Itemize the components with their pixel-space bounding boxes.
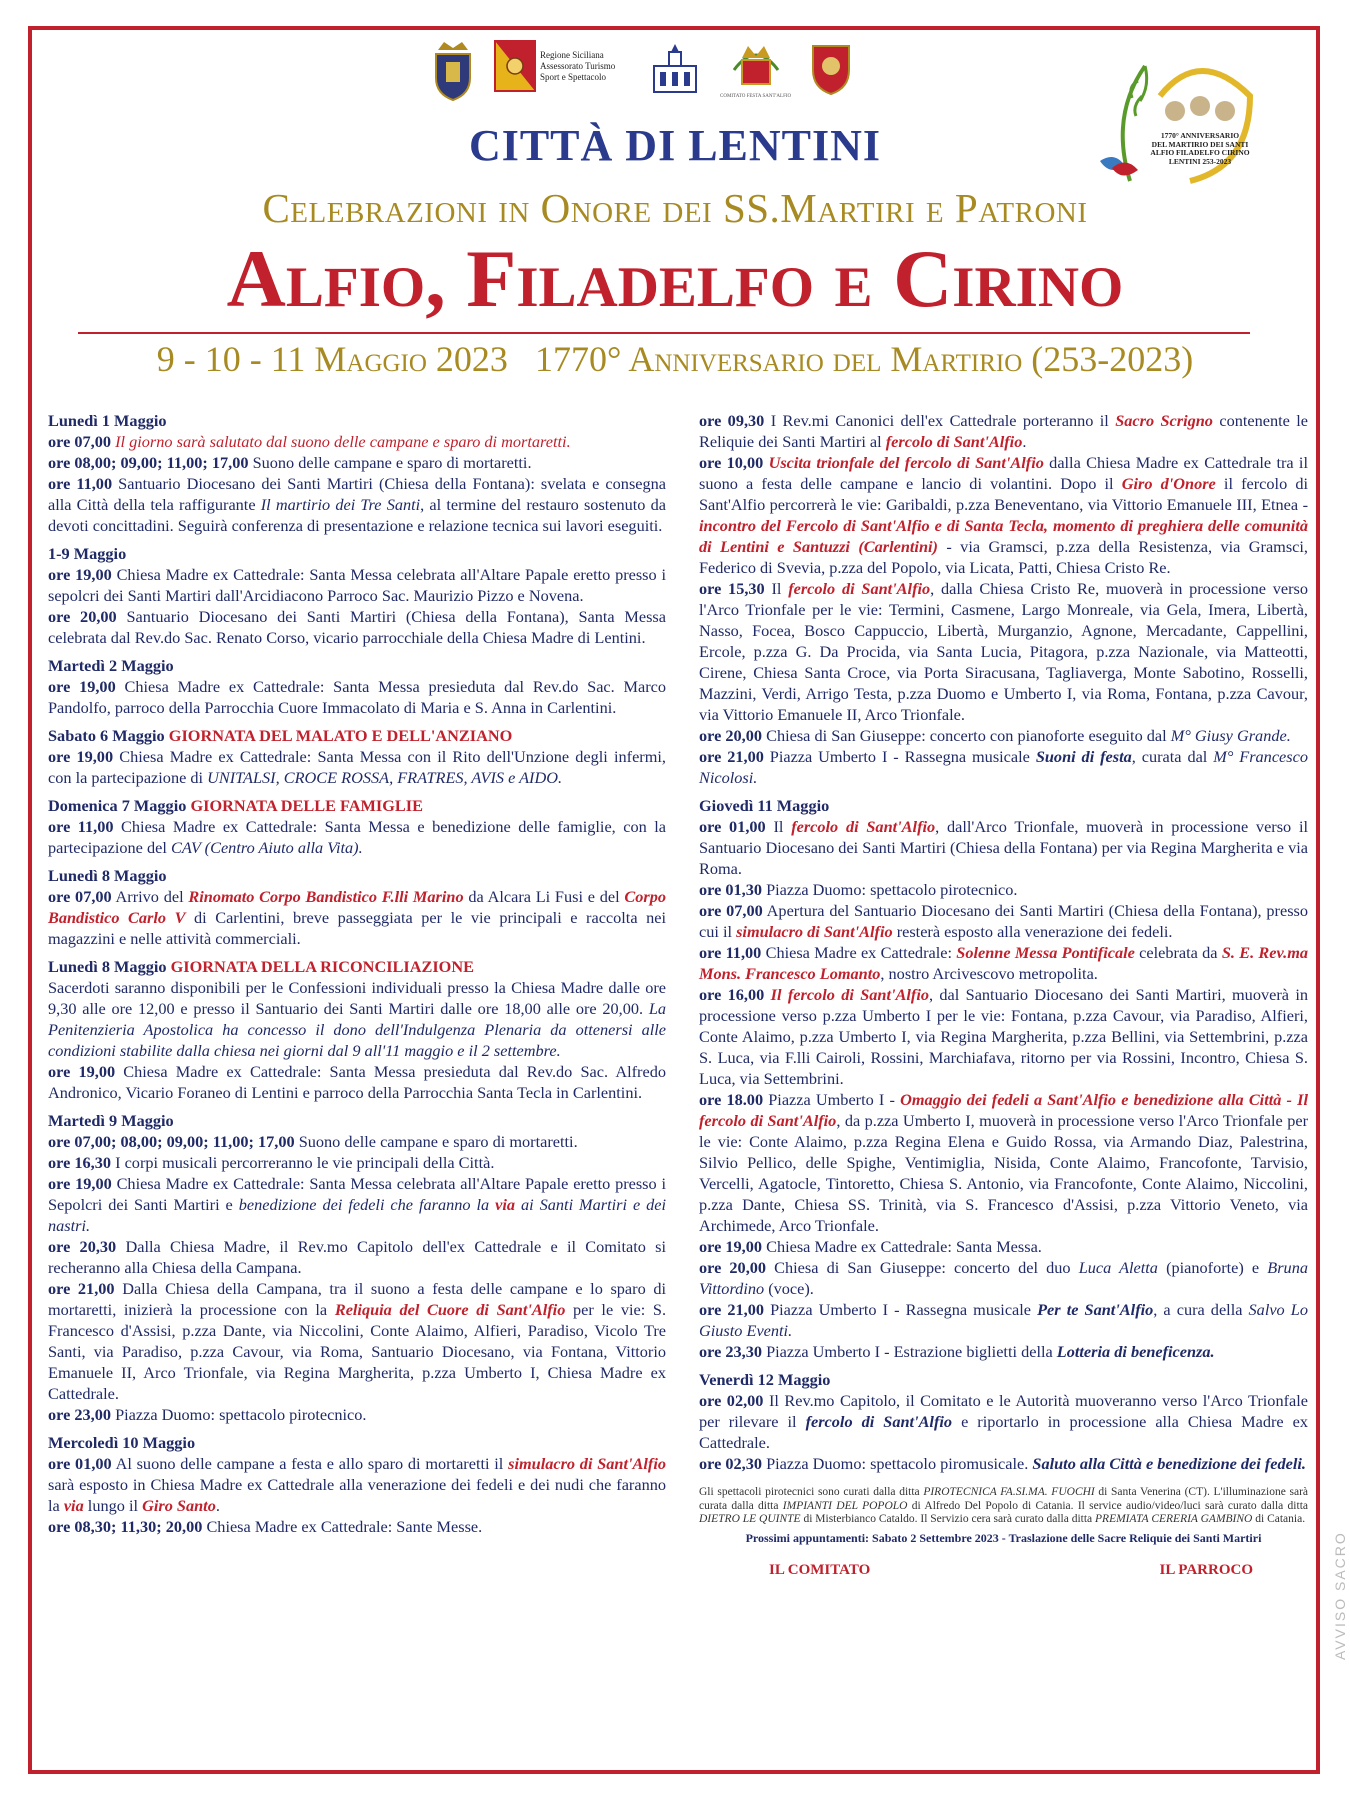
- badge-line-4: LENTINI 253-2023: [1168, 156, 1232, 166]
- event: ore 23,00 Piazza Duomo: spettacolo pirotecnico.: [48, 1405, 367, 1424]
- day-heading: Mercoledì 10 Maggio: [48, 1433, 196, 1452]
- header-rule: [78, 332, 1250, 334]
- badge-line-2: DEL MARTIRIO DEI SANTI: [1151, 139, 1249, 149]
- event: ore 23,30 Piazza Umberto I - Estrazione biglietti della Lotteria di beneficenza.: [699, 1342, 1215, 1361]
- day-heading: Sabato 6 Maggio GIORNATA DEL MALATO E DELL'ANZIANO: [48, 726, 513, 745]
- day-heading: 1-9 Maggio: [48, 544, 127, 563]
- event: ore 15,30 Il fercolo di Sant'Alfio, dalla Chiesa Cristo Re, muoverà in processione verso l'Arco Trionfale per le vie: Termini, Casmene, Largo Monreale, via Gela, Imera, Libertà, Nasso, Focea, Bosco Cappuccio, Libertà, Murganzio, Agnone, Mercadante, Cappellini, Ercole, p.zza G. Da Procida, via Santa Lucia, Pitagora, p.zza Nazionale, via Matteotti, Cirene, Chiesa Santa Croce, via Porta Siracusana, Tagliaverga, Monte Sabotino, Rosselli, Mazzini, Verdi, Arrigo Testa, p.zza Duomo e Umberto I, via Roma, Fontana, p.zza Cavour, via Vittorio Emanuele II, Arco Trionfale.: [699, 579, 1308, 724]
- event: Sacerdoti saranno disponibili per le Confessioni individuali presso la Chiesa Madre dalle ore 9,30 alle ore 12,00 e presso il Santuario dei Santi Martiri dalle ore 18,00 alle ore 20,00. La Penitenzieria Apostolica ha concesso il dono dell'Indulgenza Plenaria da ottenersi alle condizioni stabilite dalla chiesa nei giorni dal 9 all'11 maggio e il 2 settembre.: [48, 978, 667, 1060]
- event: ore 21,00 Piazza Umberto I - Rassegna musicale Per te Sant'Alfio, a cura della Salvo Lo Giusto Eventi.: [699, 1300, 1308, 1340]
- event: ore 01,00 Al suono delle campane a festa e allo sparo di mortaretti il simulacro di Sant'Alfio sarà esposto in Chiesa Madre ex Cattedrale alla venerazione dei fedeli e dei nudi che faranno la via lungo il Giro Santo.: [48, 1454, 666, 1515]
- event: ore 08,00; 09,00; 11,00; 17,00 Suono delle campane e sparo di mortaretti.: [48, 453, 532, 472]
- committee-caption: COMITATO FESTA SANT'ALFIO: [720, 94, 792, 99]
- event: ore 19,00 Chiesa Madre ex Cattedrale: Santa Messa.: [699, 1237, 1042, 1256]
- badge-line-3: ALFIO FILADELFO CIRINO: [1150, 148, 1250, 157]
- festival-dates: 9 - 10 - 11 Maggio 2023: [156, 339, 508, 379]
- event: ore 18.00 Piazza Umberto I - Omaggio dei fedeli a Sant'Alfio e benedizione alla Città - Il fercolo di Sant'Alfio, da p.zza Umberto I, muoverà in processione verso l'Arco Trionfale per le vie: Conte Alaimo, p.zza Regina Elena e Guido Rossa, via Armando Diaz, Palestrina, Silvio Pellico, delle Spighe, Ventimiglia, Nisida, Conte Alaimo, Francofonte, Tarvisio, Vercelli, Agatocle, Tintoretto, Chiesa S. Antonio, via Francofonte, Conte Alaimo, Niccolini, p.zza Dante, Chiesa SS. Trinità, via S. Francesco d'Assisi, p.zza Vittorio Veneto, via Archimede, Arco Trionfale.: [699, 1090, 1308, 1235]
- day-heading: Martedì 9 Maggio: [48, 1111, 174, 1130]
- event: ore 02,00 Il Rev.mo Capitolo, il Comitato e le Autorità muoveranno verso l'Arco Trionfale per rilevare il fercolo di Sant'Alfio e riportarlo in processione alla Chiesa Madre ex Cattedrale.: [699, 1391, 1309, 1452]
- event: ore 01,30 Piazza Duomo: spettacolo pirotecnico.: [699, 880, 1018, 899]
- event: ore 02,30 Piazza Duomo: spettacolo piromusicale. Saluto alla Città e benedizione dei fedeli.: [699, 1454, 1307, 1473]
- badge-line-1: 1770° ANNIVERSARIO: [1160, 131, 1240, 140]
- event: ore 19,00 Chiesa Madre ex Cattedrale: Santa Messa presieduta dal Rev.do Sac. Marco Pandolfo, parroco della Parrocchia Cuore Immacolato di Maria e S. Anna in Carlentini.: [48, 677, 666, 717]
- next-appointments: Prossimi appuntamenti: Sabato 2 Settembre 2023 - Traslazione delle Sacre Reliquie dei Santi Martiri: [745, 1530, 1262, 1545]
- cathedral-logo: [648, 40, 702, 96]
- event: ore 20,00 Santuario Diocesano dei Santi Martiri (Chiesa della Fontana), Santa Messa celebrata dal Rev.do Sac. Renato Corso, vicario parrocchiale della Chiesa Madre di Lentini.: [48, 607, 666, 647]
- credits-footnote: Gli spettacoli pirotecnici sono curati dalla ditta PIROTECNICA FA.SI.MA. FUOCHI di Santa Venerina (CT). L'illuminazione sarà curata dalla ditta IMPIANTI DEL POPOLO di Alfredo Del Popolo di Catania. Il service audio/video/luci sarà curato dalla ditta DIETRO LE QUINTE di Misterbianco Cataldo. Il Servizio cera sarà curato dalla ditta PREMIATA CERERIA GAMBINO di Catania.: [699, 1486, 1308, 1525]
- event: ore 07,00 Arrivo del Rinomato Corpo Bandistico F.lli Marino da Alcara Li Fusi e del Corpo Bandistico Carlo V di Carlentini, breve passeggiata per le vie principali e raccolta nei magazzini e nelle attività commerciali.: [48, 887, 667, 948]
- event: ore 10,00 Uscita trionfale del fercolo di Sant'Alfio dalla Chiesa Madre ex Cattedrale tra il suono a festa delle campane e lancio di volantini. Dopo il Giro d'Onore il fercolo di Sant'Alfio percorrerà le vie: Garibaldi, p.zza Beneventano, via Vittorio Emanuele III, Etnea - incontro del Fercolo di Sant'Alfio e di Santa Tecla, momento di preghiera delle comunità di Lentini e Santuzzi (Carlentini) - via Gramsci, p.zza della Resistenza, via Gramsci, Federico di Svevia, p.zza del Popolo, via Licata, Patti, Chiesa Cristo Re.: [699, 453, 1309, 577]
- event: ore 16,30 I corpi musicali percorreranno le vie principali della Città.: [48, 1153, 495, 1172]
- signature-parish-priest: IL PARROCO: [1159, 1561, 1253, 1578]
- day-heading: Domenica 7 Maggio GIORNATA DELLE FAMIGLIE: [48, 796, 423, 815]
- region-line-3: Sport e Spettacolo: [540, 71, 606, 82]
- region-line-1: Regione Siciliana: [540, 49, 604, 60]
- day-heading: Lunedì 8 Maggio: [48, 866, 167, 885]
- region-line-2: Assessorato Turismo: [540, 60, 616, 71]
- anniversary-line: 1770° Anniversario del Martirio (253-2023): [534, 339, 1194, 379]
- event: ore 07,00 Il giorno sarà salutato dal suono delle campane e sparo di mortaretti.: [48, 432, 571, 451]
- day-heading: Lunedì 1 Maggio: [48, 411, 167, 430]
- day-heading: Lunedì 8 Maggio GIORNATA DELLA RICONCILIAZIONE: [48, 957, 474, 976]
- event: ore 01,00 Il fercolo di Sant'Alfio, dall'Arco Trionfale, muoverà in processione verso il Santuario Diocesano dei Santi Martiri (Chiesa della Fontana) per via Regina Margherita e via Roma.: [699, 817, 1308, 878]
- event: ore 07,00 Apertura del Santuario Diocesano dei Santi Martiri (Chiesa della Fontana), presso cui il simulacro di Sant'Alfio resterà esposto alla venerazione dei fedeli.: [699, 901, 1309, 941]
- program-right-column: [699, 410, 1308, 1581]
- event: ore 20,00 Chiesa di San Giuseppe: concerto del duo Luca Aletta (pianoforte) e Bruna Vittordino (voce).: [699, 1258, 1308, 1298]
- confraternity-logo: [809, 40, 853, 96]
- event: ore 11,00 Santuario Diocesano dei Santi Martiri (Chiesa della Fontana): svelata e consegna alla Città della tela raffigurante Il martirio dei Tre Santi, al termine del restauro sostenuto da devoti concittadini. Seguirà conferenza di presentazione e relazione tecnica sui lavori eseguiti.: [48, 474, 667, 535]
- lentini-coat-of-arms: [430, 40, 476, 102]
- program-left-column: [48, 410, 666, 1537]
- watermark: AVVISO SACRO: [1332, 1531, 1348, 1660]
- dates-line: [0, 338, 1350, 380]
- event: ore 20,00 Chiesa di San Giuseppe: concerto con pianoforte eseguito dal M° Giusy Grande.: [699, 726, 1291, 745]
- event: ore 11,00 Chiesa Madre ex Cattedrale: Solenne Messa Pontificale celebrata da S. E. Rev.ma Mons. Francesco Lomanto, nostro Arcivescovo metropolita.: [699, 943, 1309, 983]
- event: ore 19,00 Chiesa Madre ex Cattedrale: Santa Messa presieduta dal Rev.do Sac. Alfredo Andronico, Vicario Foraneo di Lentini e parroco della Parrocchia Santa Tecla in Carlentini.: [48, 1062, 666, 1102]
- event: ore 21,00 Piazza Umberto I - Rassegna musicale Suoni di festa, curata dal M° Francesco Nicolosi.: [699, 747, 1308, 787]
- day-heading: Giovedì 11 Maggio: [699, 796, 830, 815]
- regione-siciliana-logo: [494, 40, 630, 92]
- celebration-subtitle: Celebrazioni in Onore dei SS.Martiri e Patroni: [262, 185, 1088, 231]
- day-heading: Venerdì 12 Maggio: [699, 1370, 831, 1389]
- day-heading: Martedì 2 Maggio: [48, 656, 174, 675]
- event: ore 11,00 Chiesa Madre ex Cattedrale: Santa Messa e benedizione delle famiglie, con la partecipazione del CAV (Centro Aiuto alla Vita).: [48, 817, 666, 857]
- event: ore 19,00 Chiesa Madre ex Cattedrale: Santa Messa celebrata all'Altare Papale eretto presso i Sepolcri dei Santi Martiri e benedizione dei fedeli che faranno la via ai Santi Martiri e dei nastri.: [48, 1174, 667, 1235]
- signature-committee: IL COMITATO: [769, 1561, 871, 1578]
- event: ore 16,00 Il fercolo di Sant'Alfio, dal Santuario Diocesano dei Santi Martiri, muoverà in processione verso p.zza Umberto I per le vie: Fontana, p.zza Cavour, via Paradiso, Alfieri, Conte Alaimo, p.zza Umberto I, via Regina Margherita, p.zza Bellini, via Settembrini, p.zza S. Luca, via F.lli Cairoli, Rossini, Marchiafava, ritorno per via Rossini, Incontro, Chiesa S. Luca, via Settembrini.: [699, 985, 1308, 1088]
- event: ore 19,00 Chiesa Madre ex Cattedrale: Santa Messa celebrata all'Altare Papale eretto presso i sepolcri dei Santi Martiri dall'Arcidiacono Parroco Sac. Maurizio Pizzo e Novena.: [48, 565, 666, 605]
- event: ore 19,00 Chiesa Madre ex Cattedrale: Santa Messa con il Rito dell'Unzione degli infermi, con la partecipazione di UNITALSI, CROCE ROSSA, FRATRES, AVIS e AIDO.: [48, 747, 666, 787]
- saints-title: Alfio, Filadelfo e Cirino: [226, 233, 1124, 324]
- city-title: CITTÀ DI LENTINI: [468, 121, 882, 170]
- logos-row: [430, 40, 853, 102]
- signatures: [699, 1560, 1308, 1581]
- event: ore 09,30 I Rev.mi Canonici dell'ex Cattedrale porteranno il Sacro Scrigno contenente le Reliquie dei Santi Martiri al fercolo di Sant'Alfio.: [699, 411, 1308, 451]
- event: ore 20,30 Dalla Chiesa Madre, il Rev.mo Capitolo dell'ex Cattedrale e il Comitato si recheranno alla Chiesa della Campana.: [48, 1237, 666, 1277]
- event: ore 08,30; 11,30; 20,00 Chiesa Madre ex Cattedrale: Sante Messe.: [48, 1517, 483, 1536]
- committee-logo: [720, 40, 791, 99]
- event: ore 21,00 Dalla Chiesa della Campana, tra il suono a festa delle campane e lo sparo di mortaretti, inizierà la processione con la Reliquia del Cuore di Sant'Alfio per le vie: S. Francesco d'Assisi, p.zza Dante, via Niccolini, Conte Alaimo, Alfieri, Paradiso, Vicolo Tre Santi, via Paradiso, p.zza Cavour, via Roma, Santuario Diocesano, via Fontana, Vittorio Emanuele II, Arco Trionfale, via Regina Margherita, p.zza Umberto I, Chiesa Madre ex Cattedrale.: [48, 1279, 667, 1403]
- event: ore 07,00; 08,00; 09,00; 11,00; 17,00 Suono delle campane e sparo di mortaretti.: [48, 1132, 578, 1151]
